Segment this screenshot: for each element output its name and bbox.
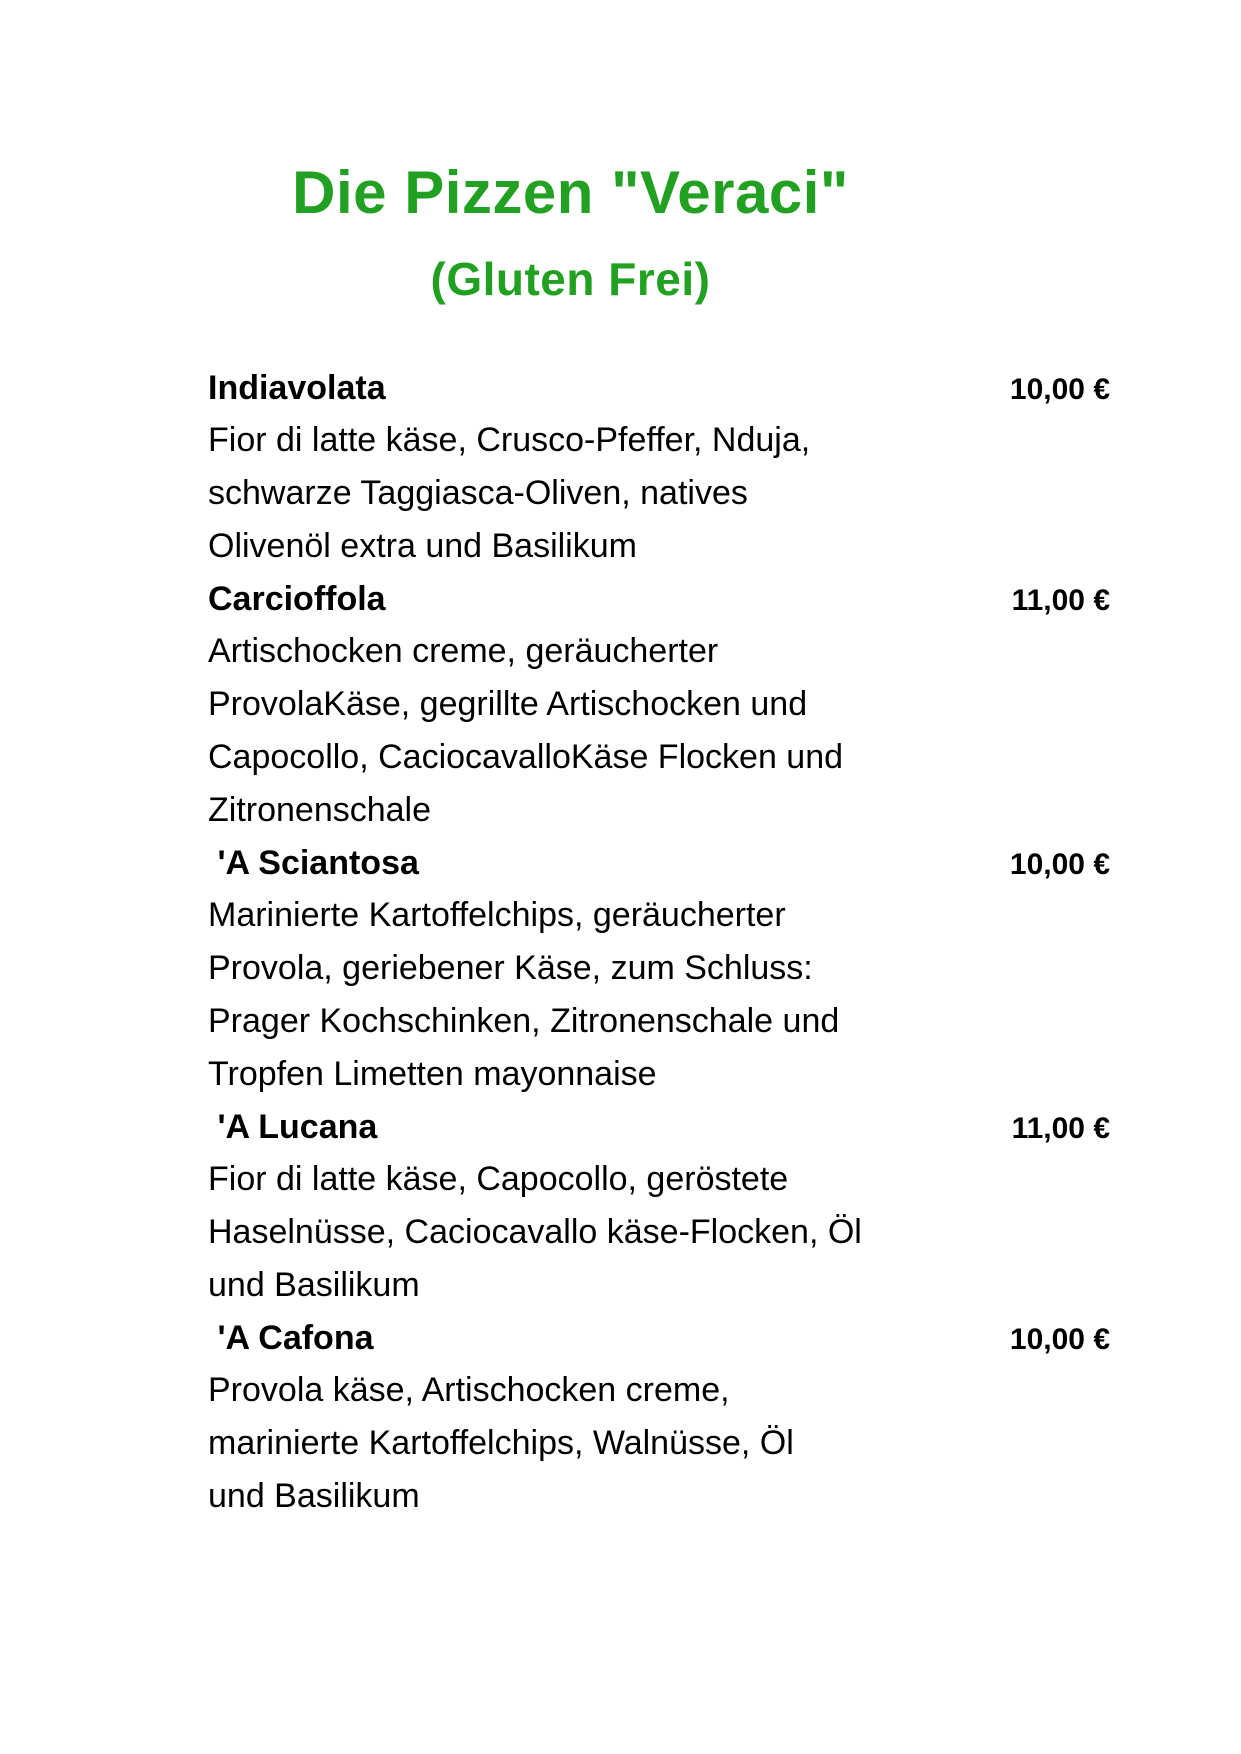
item-name: Carcioffola xyxy=(208,580,386,618)
menu-item xyxy=(208,362,1108,573)
description-line: Provola, geriebener Käse, zum Schluss: xyxy=(208,949,813,987)
menu-item xyxy=(208,573,1108,837)
item-price: 10,00 € xyxy=(1009,1323,1110,1356)
item-description xyxy=(208,1153,928,1312)
description-line: Capocollo, CaciocavalloKäse Flocken und xyxy=(208,738,844,776)
item-name: 'A Sciantosa xyxy=(208,844,419,882)
description-line: Olivenöl extra und Basilikum xyxy=(208,527,637,565)
description-line: ProvolaKäse, gegrillte Artischocken und xyxy=(208,685,808,723)
page-title: Die Pizzen "Veraci" xyxy=(292,159,849,226)
description-line: Artischocken creme, geräucherter xyxy=(208,632,719,670)
item-description xyxy=(208,1364,928,1523)
description-line: Fior di latte käse, Crusco-Pfeffer, Nduja, xyxy=(208,421,811,459)
description-line: Prager Kochschinken, Zitronenschale und xyxy=(208,1002,840,1040)
item-price: 11,00 € xyxy=(1011,584,1110,617)
description-line: und Basilikum xyxy=(208,1477,420,1515)
page-subtitle: (Gluten Frei) xyxy=(430,253,711,305)
description-line: Marinierte Kartoffelchips, geräucherter xyxy=(208,896,786,934)
description-line: und Basilikum xyxy=(208,1266,420,1304)
item-description xyxy=(208,414,928,573)
item-name: 'A Lucana xyxy=(208,1108,378,1146)
menu-item xyxy=(208,1101,1108,1312)
description-line: marinierte Kartoffelchips, Walnüsse, Öl xyxy=(208,1424,794,1462)
item-name: 'A Cafona xyxy=(208,1319,374,1357)
item-price: 11,00 € xyxy=(1011,1112,1110,1145)
description-line: Haselnüsse, Caciocavallo käse-Flocken, Öl xyxy=(208,1213,862,1251)
description-line: Tropfen Limetten mayonnaise xyxy=(208,1055,657,1093)
item-price: 10,00 € xyxy=(1009,848,1110,881)
menu-item xyxy=(208,1312,1108,1523)
menu-item xyxy=(208,837,1108,1101)
item-name: Indiavolata xyxy=(208,369,386,407)
description-line: Fior di latte käse, Capocollo, geröstete xyxy=(208,1160,789,1198)
item-price: 10,00 € xyxy=(1009,373,1110,406)
description-line: schwarze Taggiasca-Oliven, natives xyxy=(208,474,748,512)
item-description xyxy=(208,889,928,1101)
item-description xyxy=(208,625,928,837)
description-line: Provola käse, Artischocken creme, xyxy=(208,1371,730,1409)
menu-list xyxy=(208,362,1108,1523)
description-line: Zitronenschale xyxy=(208,791,432,829)
